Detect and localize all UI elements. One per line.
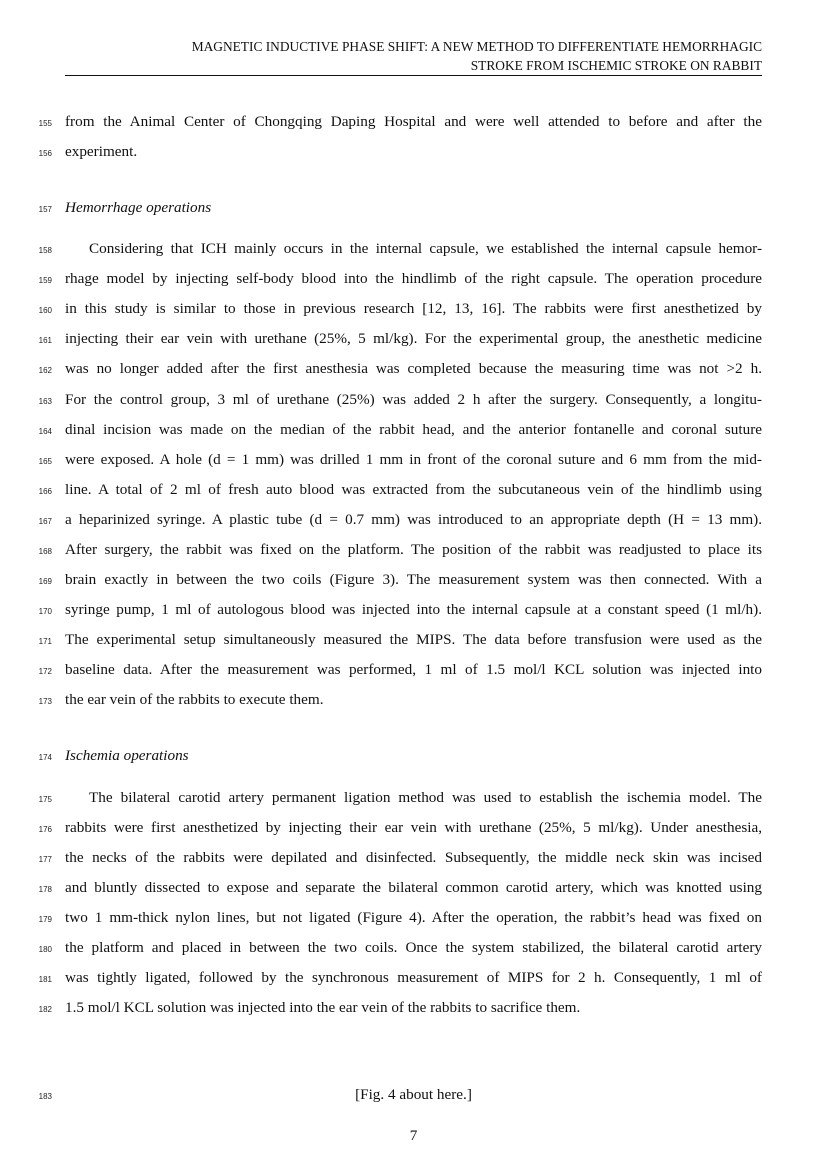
body-text: and bluntly dissected to expose and separate the bilateral common carotid artery, which was knotted using — [65, 879, 762, 896]
line-number: 166 — [38, 487, 52, 496]
body-text: two 1 mm-thick nylon lines, but not ligated (Figure 4). After the operation, the rabbit’s head was fixed on — [65, 909, 762, 926]
text-line — [0, 908, 827, 928]
body-text: line. A total of 2 ml of fresh auto blood was extracted from the subcutaneous vein of the hindlimb using — [65, 481, 762, 498]
line-number: 163 — [38, 397, 52, 406]
text-line — [0, 299, 827, 319]
line-number: 168 — [38, 547, 52, 556]
line-number: 171 — [38, 637, 52, 646]
line-number: 165 — [38, 457, 52, 466]
section-heading — [0, 198, 827, 218]
body-text: were exposed. A hole (d = 1 mm) was drilled 1 mm in front of the coronal suture and 6 mm from the mid- — [65, 451, 762, 468]
running-header-line-2: STROKE FROM ISCHEMIC STROKE ON RABBIT — [470, 58, 762, 73]
line-number: 177 — [38, 855, 52, 864]
running-header — [65, 37, 762, 75]
line-number: 173 — [38, 697, 52, 706]
body-text: brain exactly in between the two coils (Figure 3). The measurement system was then connected. With a — [65, 571, 762, 588]
text-line — [0, 450, 827, 470]
body-text: Considering that ICH mainly occurs in the internal capsule, we established the internal capsule hemor- — [89, 240, 762, 257]
text-line — [0, 142, 827, 162]
text-line — [0, 630, 827, 650]
line-number: 183 — [38, 1092, 52, 1101]
text-line — [0, 540, 827, 560]
text-line — [0, 660, 827, 680]
line-number: 161 — [38, 336, 52, 345]
body-text: injecting their ear vein with urethane (25%, 5 ml/kg). For the experimental group, the anesthetic medicine — [65, 330, 762, 347]
body-text: was tightly ligated, followed by the synchronous measurement of MIPS for 2 h. Consequently, 1 ml of — [65, 969, 762, 986]
text-line — [0, 510, 827, 530]
body-text: After surgery, the rabbit was fixed on the platform. The position of the rabbit was readjusted to place its — [65, 541, 762, 558]
line-number: 175 — [38, 795, 52, 804]
body-text: in this study is similar to those in previous research [12, 13, 16]. The rabbits were first anesthetized by — [65, 300, 762, 317]
text-line — [0, 359, 827, 379]
line-number: 164 — [38, 427, 52, 436]
line-number: 162 — [38, 366, 52, 375]
running-header-line-1: MAGNETIC INDUCTIVE PHASE SHIFT: A NEW METHOD TO DIFFERENTIATE HEMORRHAGIC — [191, 39, 762, 54]
text-line — [0, 269, 827, 289]
line-number: 156 — [38, 149, 52, 158]
text-line — [0, 480, 827, 500]
line-number: 182 — [38, 1005, 52, 1014]
figure-placeholder-text: [Fig. 4 about here.] — [355, 1086, 472, 1103]
line-number: 172 — [38, 667, 52, 676]
text-line — [0, 390, 827, 410]
body-text: rabbits were first anesthetized by injecting their ear vein with urethane (25%, 5 ml/kg). Under anesthesia, — [65, 819, 762, 836]
body-text: a heparinized syringe. A plastic tube (d = 0.7 mm) was introduced to an appropriate depth (H = 13 mm). — [65, 511, 762, 528]
text-line — [0, 329, 827, 349]
text-line — [0, 600, 827, 620]
text-line — [0, 112, 827, 132]
section-heading-text: Hemorrhage operations — [65, 199, 212, 216]
line-number: 176 — [38, 825, 52, 834]
section-heading-text: Ischemia operations — [65, 747, 189, 764]
body-text: The experimental setup simultaneously measured the MIPS. The data before transfusion were used as the — [65, 631, 762, 648]
line-number: 174 — [38, 753, 52, 762]
body-text: dinal incision was made on the median of the rabbit head, and the anterior fontanelle and coronal suture — [65, 421, 762, 438]
page-number: 7 — [409, 1127, 418, 1144]
body-text: baseline data. After the measurement was performed, 1 ml of 1.5 mol/l KCL solution was injected into — [65, 661, 762, 678]
line-number: 158 — [38, 246, 52, 255]
text-line — [0, 938, 827, 958]
line-number: 179 — [38, 915, 52, 924]
text-line — [0, 818, 827, 838]
body-text: the ear vein of the rabbits to execute them. — [65, 691, 324, 708]
body-text: For the control group, 3 ml of urethane (25%) was added 2 h after the surgery. Consequently, a longitu- — [65, 391, 762, 408]
body-text: the necks of the rabbits were depilated and disinfected. Subsequently, the middle neck skin was incised — [65, 849, 762, 866]
line-number: 157 — [38, 205, 52, 214]
line-number: 178 — [38, 885, 52, 894]
text-line — [0, 420, 827, 440]
text-line — [0, 848, 827, 868]
line-number: 159 — [38, 276, 52, 285]
text-line — [0, 968, 827, 988]
text-line — [0, 239, 827, 259]
body-text: syringe pump, 1 ml of autologous blood was injected into the internal capsule at a constant speed (1 ml/h). — [65, 601, 762, 618]
body-text: from the Animal Center of Chongqing Daping Hospital and were well attended to before and after the — [65, 113, 762, 130]
line-number: 160 — [38, 306, 52, 315]
body-text: the platform and placed in between the two coils. Once the system stabilized, the bilateral carotid artery — [65, 939, 762, 956]
text-line — [0, 690, 827, 710]
body-text: The bilateral carotid artery permanent ligation method was used to establish the ischemia model. The — [89, 789, 762, 806]
body-text: rhage model by injecting self-body blood into the hindlimb of the right capsule. The operation procedure — [65, 270, 762, 287]
text-line — [0, 788, 827, 808]
text-line — [0, 570, 827, 590]
section-heading — [0, 746, 827, 766]
body-text: experiment. — [65, 143, 138, 160]
line-number: 180 — [38, 945, 52, 954]
line-number: 170 — [38, 607, 52, 616]
line-number: 155 — [38, 119, 52, 128]
line-number: 167 — [38, 517, 52, 526]
text-line — [0, 998, 827, 1018]
line-number: 169 — [38, 577, 52, 586]
body-text: 1.5 mol/l KCL solution was injected into the ear vein of the rabbits to sacrifice them. — [65, 999, 581, 1016]
header-rule — [65, 75, 762, 76]
body-text: was no longer added after the first anesthesia was completed because the measuring time was not >2 h. — [65, 360, 762, 377]
line-number: 181 — [38, 975, 52, 984]
text-line — [0, 878, 827, 898]
figure-placeholder — [0, 1085, 827, 1105]
